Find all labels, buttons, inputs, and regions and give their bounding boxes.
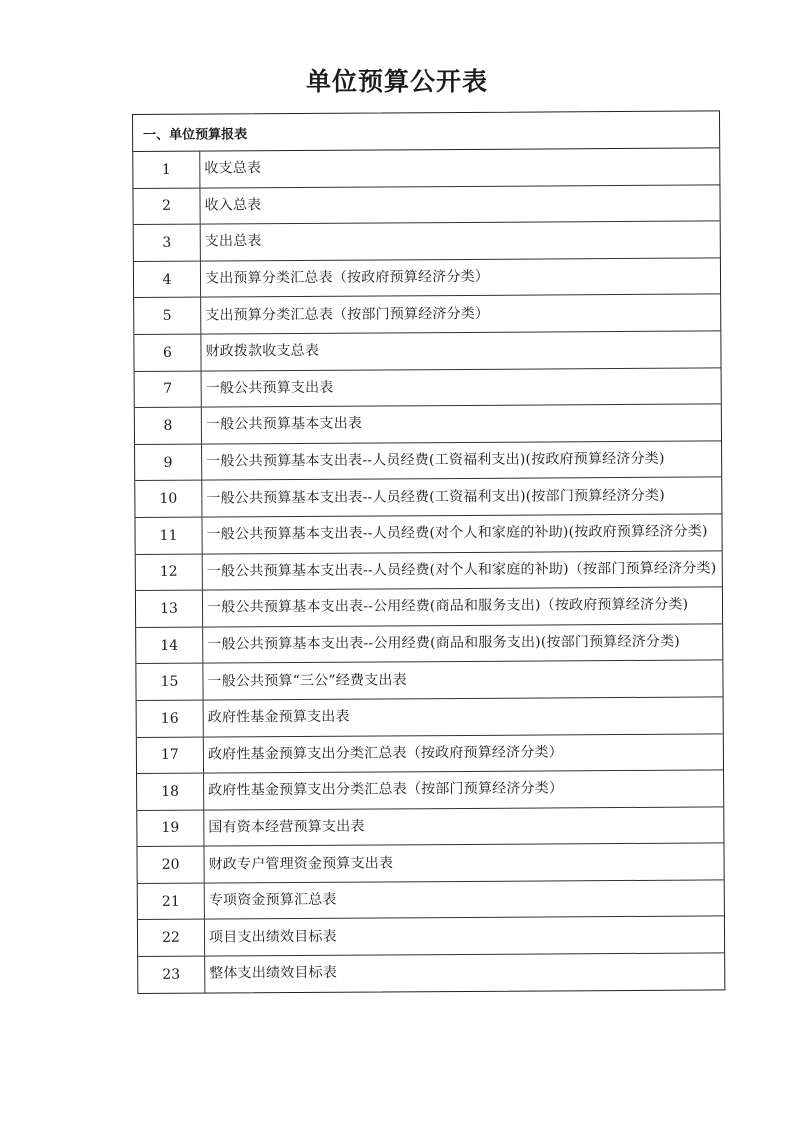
table-row [137,734,723,774]
table-row [136,624,722,664]
row-number: 7 [135,371,202,407]
row-number: 8 [135,408,202,444]
table-row [137,697,723,737]
table-row [138,953,724,992]
row-number: 16 [137,700,204,736]
row-number: 22 [138,920,205,956]
table-row [134,222,720,262]
row-number: 5 [134,298,201,334]
report-name: 项目支出绩效目标表 [208,928,337,946]
report-name: 财政拨款收支总表 [205,343,320,360]
table-row [135,405,721,445]
table-row [136,551,722,591]
table-row [138,917,724,957]
report-name: 支出预算分类汇总表（按政府预算经济分类） [204,268,490,287]
table-row [135,368,721,408]
report-name: 政府性基金预算支出表 [207,708,350,726]
row-number: 10 [135,481,202,517]
row-number: 13 [136,591,203,627]
table-row [136,588,722,628]
table-row [136,661,722,701]
table-row [137,844,723,884]
report-name: 一般公共预算基本支出表--人员经费(对个人和家庭的补助)（按部门预算经济分类) [206,560,717,580]
table-row [137,770,723,810]
row-number: 21 [138,883,205,919]
row-number: 18 [137,774,204,810]
report-name: 财政专户管理资金预算支出表 [208,854,394,873]
row-number: 11 [135,518,202,554]
row-number: 20 [137,847,204,883]
row-number: 1 [133,152,200,188]
report-name: 政府性基金预算支出分类汇总表（按部门预算经济分类） [208,780,564,799]
report-name: 一般公共预算支出表 [205,379,334,397]
table-row [134,295,720,335]
page-title: 单位预算公开表 [305,67,488,96]
report-name: 一般公共预算基本支出表--公用经费(商品和服务支出)(按部门预算经济分类) [207,633,681,653]
report-name: 一般公共预算基本支出表 [205,416,363,434]
table-row [133,148,719,188]
report-name: 收支总表 [204,160,262,177]
report-name: 一般公共预算基本支出表--人员经费(工资福利支出)(按部门预算经济分类) [206,487,665,507]
table-row [134,258,720,298]
table-row [133,185,719,225]
row-number: 19 [137,810,204,846]
row-number: 4 [134,261,201,297]
report-name: 国有资本经营预算支出表 [208,818,365,836]
table-row [135,441,721,481]
row-number: 23 [138,957,205,993]
row-number: 17 [137,737,204,773]
report-name: 一般公共预算基本支出表--人员经费(工资福利支出)(按政府预算经济分类) [206,450,665,470]
report-name: 一般公共预算基本支出表--人员经费(对个人和家庭的补助)(按政府预算经济分类) [206,523,708,543]
report-name: 收入总表 [204,197,262,214]
row-number: 12 [136,554,203,590]
report-name: 专项资金预算汇总表 [208,891,337,909]
report-list-table [132,110,725,993]
row-number: 6 [134,335,201,371]
table-row [134,331,720,371]
table-row [137,807,723,847]
table-row [135,478,721,518]
table-row [138,880,724,920]
row-number: 3 [134,225,201,261]
report-name: 支出总表 [204,233,262,251]
section-header: 一、单位预算报表 [133,111,719,152]
row-number: 9 [135,444,202,480]
report-name: 一般公共预算基本支出表--公用经费(商品和服务支出)（按政府预算经济分类) [206,597,689,616]
report-rows [133,148,724,992]
report-name: 整体支出绩效目标表 [209,965,338,982]
table-row [135,514,721,554]
row-number: 2 [133,188,200,224]
row-number: 14 [136,627,203,663]
report-name: 一般公共预算“三公”经费支出表 [207,671,407,690]
report-name: 支出预算分类汇总表（按部门预算经济分类） [205,305,490,324]
report-name: 政府性基金预算支出分类汇总表（按政府预算经济分类） [207,744,563,763]
row-number: 15 [136,664,203,700]
